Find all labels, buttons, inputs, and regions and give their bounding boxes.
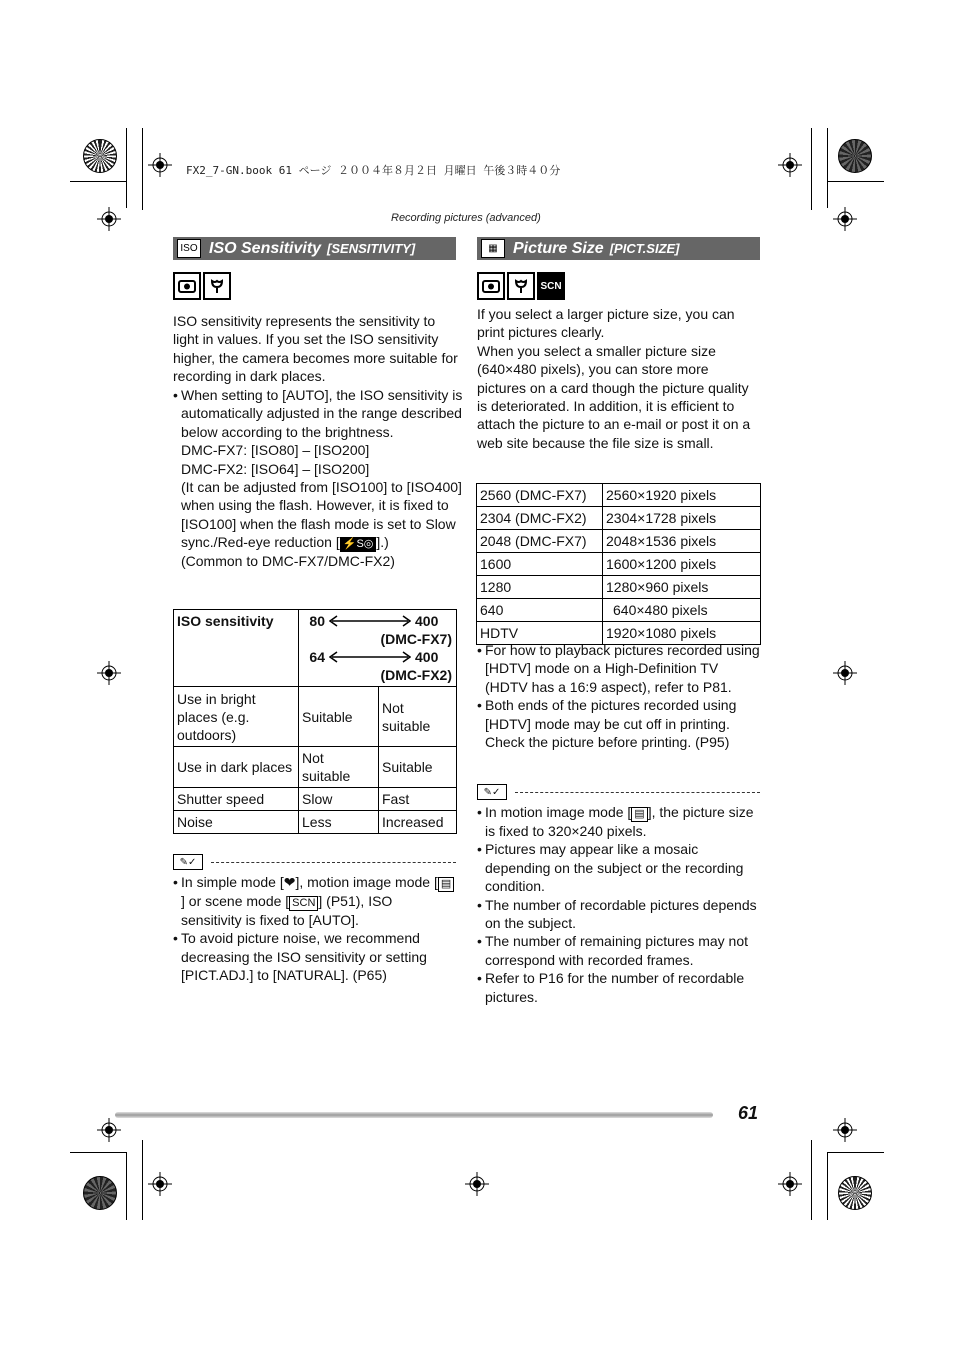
iso-fx7-from: 80 — [309, 613, 325, 629]
iso-note-noise: • To avoid picture noise, we recommend decreasing the ISO sensitivity or setting [PICT.ADJ.] to [NATURAL]. (P65) — [173, 929, 456, 984]
crosshair-target-icon — [833, 661, 857, 685]
film-icon: ▤ — [438, 877, 454, 892]
iso-section-heading — [173, 237, 456, 260]
iso-table-header-label: ISO sensitivity — [174, 610, 299, 687]
scn-icon: SCN — [537, 272, 565, 300]
iso-fx2-from: 64 — [309, 649, 325, 665]
double-arrow-icon — [329, 651, 411, 663]
iso-row-high: Suitable — [379, 747, 457, 788]
pict-size-table — [476, 483, 761, 645]
iso-row-high: Fast — [379, 788, 457, 811]
scn-icon: SCN — [289, 896, 318, 911]
pict-p1: If you select a larger picture size, you can print pictures clearly. — [477, 306, 735, 341]
pict-bullets — [477, 641, 760, 751]
iso-row-label: Shutter speed — [174, 788, 299, 811]
picture-size-icon: ▦ — [481, 239, 505, 258]
table-row — [477, 599, 761, 622]
note-icon: ✎✓ — [173, 854, 203, 870]
note-icon: ✎✓ — [477, 784, 507, 800]
iso-table-header-range — [299, 610, 457, 687]
iso-auto-bullet — [173, 386, 464, 571]
film-icon: ▤ — [631, 807, 647, 822]
table-row — [477, 530, 761, 553]
pict-mode-cell: HDTV — [477, 622, 603, 645]
pict-title: Picture Size — [513, 239, 604, 257]
iso-table-header-row — [174, 610, 457, 687]
crosshair-target-icon — [97, 1118, 121, 1142]
note-text: ] (P51), ISO sensitivity is fixed to [AUTO]. — [181, 893, 393, 928]
table-row — [174, 687, 457, 747]
macro-mode-icon — [507, 272, 535, 300]
pict-size-cell: 2560×1920 pixels — [603, 484, 761, 507]
iso-flash-note-text: (It can be adjusted from [ISO100] to [ISO400] when using the flash. However, it is fixed to [ISO100] when the flash mode is set to Slow sync./Red-eye reduction [ — [181, 479, 462, 551]
iso-row-low: Less — [299, 811, 379, 834]
pict-mode-cell: 2048 (DMC-FX7) — [477, 530, 603, 553]
note-text: ] or scene mode [ — [181, 893, 290, 909]
iso-fx7-to: 400 — [415, 613, 439, 629]
note-text: ], the picture size is fixed to 320×240 pixels. — [485, 804, 754, 839]
iso-auto-text: • When setting to [AUTO], the ISO sensitivity is automatically adjusted in the range described below according to the brightness. — [181, 387, 463, 440]
crosshair-target-icon — [833, 1118, 857, 1142]
book-header-line: FX2_7-GN.book 61 ページ ２００４年８月２日 月曜日 午後３時４０分 — [186, 164, 561, 177]
pict-bullet-hdtv-print: • Both ends of the pictures recorded using [HDTV] mode may be cut off in printing. Check the picture before printing. (P95) — [477, 696, 760, 751]
crosshair-target-icon — [97, 207, 121, 231]
pict-size-cell: 2048×1536 pixels — [603, 530, 761, 553]
note-text: ], motion image mode [ — [295, 874, 438, 890]
iso-row-high: Increased — [379, 811, 457, 834]
registration-rosette-icon — [83, 1176, 117, 1210]
iso-intro: ISO sensitivity represents the sensitivity to light in values. If you set the ISO sensitivity higher, the camera becomes more suitable for recording in dark places. — [173, 313, 458, 385]
pict-size-cell: 1920×1080 pixels — [603, 622, 761, 645]
crosshair-target-icon — [833, 207, 857, 231]
table-row — [477, 553, 761, 576]
iso-fx2-model: (DMC-FX2) — [380, 667, 452, 683]
iso-note-simple — [173, 873, 456, 929]
pict-size-cell: 2304×1728 pixels — [603, 507, 761, 530]
note-text: In simple mode [ — [181, 874, 284, 890]
footer-rule — [115, 1112, 713, 1118]
pict-size-cell: 1280×960 pixels — [603, 576, 761, 599]
iso-fx2-to: 400 — [415, 649, 439, 665]
note-text: In motion image mode [ — [485, 804, 632, 820]
iso-icon: ISO — [177, 239, 201, 258]
table-row — [477, 507, 761, 530]
iso-range-fx7: DMC-FX7: [ISO80] – [ISO200] — [181, 442, 370, 459]
iso-row-label: Use in dark places — [174, 747, 299, 788]
pict-size-cell: 640×480 pixels — [603, 599, 761, 622]
registration-rosette-icon — [838, 1176, 872, 1210]
iso-row-high: Not suitable — [379, 687, 457, 747]
crosshair-target-icon — [148, 1172, 172, 1196]
registration-rosette-icon — [838, 139, 872, 173]
iso-flash-note — [181, 478, 464, 552]
page-number: 61 — [738, 1103, 759, 1123]
heart-icon: ❤ — [283, 874, 296, 890]
iso-range-fx2: DMC-FX2: [ISO64] – [ISO200] — [181, 460, 370, 477]
pict-mode-cell: 640 — [477, 599, 603, 622]
pict-note-mosaic: • Pictures may appear like a mosaic depending on the subject or the recording condition. — [477, 840, 760, 895]
pict-note-recordable: • The number of recordable pictures depends on the subject. — [477, 896, 760, 933]
table-row — [174, 811, 457, 834]
table-row — [174, 747, 457, 788]
table-row — [174, 788, 457, 811]
iso-notes — [173, 873, 456, 985]
pict-note-divider — [477, 784, 760, 800]
pict-notes — [477, 803, 760, 1006]
running-head: Recording pictures (advanced) — [391, 212, 541, 224]
pict-mode-cell: 1280 — [477, 576, 603, 599]
iso-row-low: Slow — [299, 788, 379, 811]
pict-bullet-hdtv-playback: • For how to playback pictures recorded using [HDTV] mode on a High-Definition TV (HDTV has a 16:9 aspect), refer to P81. — [477, 641, 760, 696]
crosshair-target-icon — [778, 1172, 802, 1196]
pict-mode-cell: 2304 (DMC-FX2) — [477, 507, 603, 530]
iso-row-label: Noise — [174, 811, 299, 834]
iso-title: ISO Sensitivity — [209, 239, 322, 257]
iso-table — [173, 609, 457, 834]
pict-section-heading — [477, 237, 760, 260]
iso-row-low: Not suitable — [299, 747, 379, 788]
pict-p2: When you select a smaller picture size (640×480 pixels), you can store more pictures on a card though the picture quality is deteriorated. In addition, it is efficient to attach the picture to an e-mail or post it on a web site because the file size is small. — [477, 342, 751, 451]
pict-mode-cell: 2560 (DMC-FX7) — [477, 484, 603, 507]
crosshair-target-icon — [465, 1172, 489, 1196]
pict-mode-icons — [477, 272, 565, 300]
pict-mode-cell: 1600 — [477, 553, 603, 576]
double-arrow-icon — [329, 615, 411, 627]
iso-subtitle: [SENSITIVITY] — [327, 241, 416, 256]
crosshair-target-icon — [148, 153, 172, 177]
iso-row-low: Suitable — [299, 687, 379, 747]
iso-note-divider — [173, 854, 456, 870]
pict-note-motion — [477, 803, 760, 840]
iso-row-label: Use in bright places (e.g. outdoors) — [174, 687, 299, 747]
pict-note-remaining: • The number of remaining pictures may not correspond with recorded frames. — [477, 932, 760, 969]
macro-mode-icon — [203, 272, 231, 300]
pict-subtitle: [PICT.SIZE] — [609, 241, 680, 256]
iso-flash-note-end: ].) — [376, 534, 389, 551]
crosshair-target-icon — [97, 661, 121, 685]
camera-mode-icon — [173, 272, 201, 300]
table-row — [477, 484, 761, 507]
pict-intro — [477, 305, 760, 452]
iso-common-note: (Common to DMC-FX7/DMC-FX2) — [181, 553, 395, 570]
flash-slow-redeye-icon: ⚡S◎ — [340, 537, 377, 552]
pict-note-refer: • Refer to P16 for the number of recordable pictures. — [477, 969, 760, 1006]
camera-mode-icon — [477, 272, 505, 300]
crosshair-target-icon — [778, 153, 802, 177]
registration-rosette-icon — [83, 139, 117, 173]
pict-size-cell: 1600×1200 pixels — [603, 553, 761, 576]
iso-mode-icons — [173, 272, 231, 300]
iso-fx7-model: (DMC-FX7) — [380, 631, 452, 647]
table-row — [477, 576, 761, 599]
